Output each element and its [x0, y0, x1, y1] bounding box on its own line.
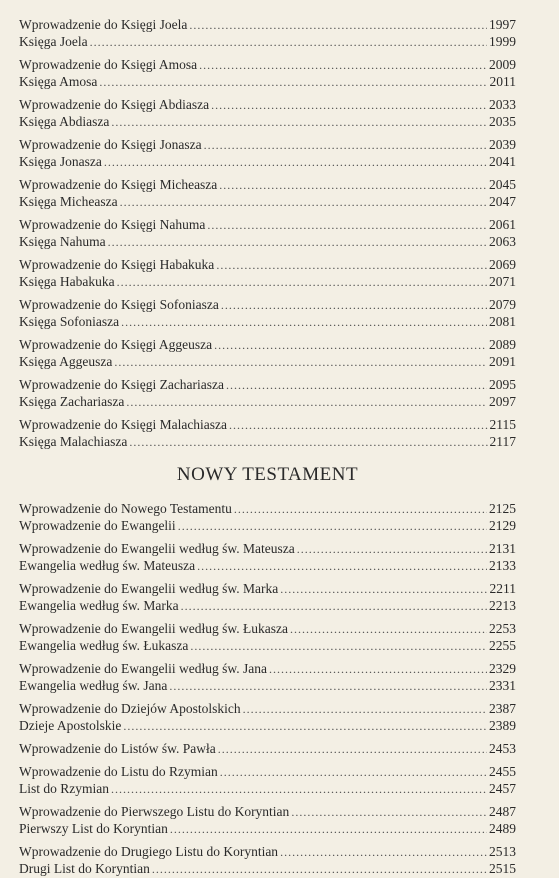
toc-entry-page-number: 2041: [489, 154, 516, 169]
toc-group: [19, 336, 516, 370]
toc-entry-page-number: 1997: [489, 17, 516, 32]
toc-entry: [19, 597, 516, 614]
toc-entry-page-number: 2125: [489, 501, 516, 516]
dot-leader: [199, 57, 487, 74]
dot-leader: [211, 97, 487, 114]
toc-entry-title: Księga Aggeusza: [19, 354, 113, 369]
toc-entry-page-number: 2255: [489, 638, 516, 653]
toc-entry-page-number: 2091: [489, 354, 516, 369]
toc-group: [19, 500, 516, 534]
dot-leader: [216, 257, 487, 274]
toc-entry: [19, 393, 516, 410]
dot-leader: [170, 821, 487, 838]
toc-entry: [19, 517, 516, 534]
toc-group: [19, 296, 516, 330]
dot-leader: [120, 194, 487, 211]
toc-entry-title: Ewangelia według św. Mateusza: [19, 558, 196, 573]
dot-leader: [221, 297, 487, 314]
toc-entry: [19, 763, 516, 780]
toc-group: [19, 256, 516, 290]
toc-entry: [19, 780, 516, 797]
toc-entry-title: Dzieje Apostolskie: [19, 718, 122, 733]
dot-leader: [190, 638, 487, 655]
toc-group: [19, 843, 516, 877]
dot-leader: [207, 217, 487, 234]
toc-entry: [19, 620, 516, 637]
dot-leader: [204, 137, 487, 154]
dot-leader: [269, 661, 487, 678]
toc-entry-page-number: 2253: [489, 621, 516, 636]
dot-leader: [99, 74, 487, 91]
toc-entry-title: Księga Habakuka: [19, 274, 115, 289]
toc-entry: [19, 296, 516, 313]
dot-leader: [229, 417, 487, 434]
toc-entry-page-number: 2117: [489, 434, 516, 449]
toc-group: [19, 803, 516, 837]
toc-entry-title: Wprowadzenie do Ewangelii według św. Marka: [19, 581, 279, 596]
toc-entry: [19, 677, 516, 694]
dot-leader: [280, 844, 487, 861]
dot-leader: [181, 598, 487, 615]
toc-entry: [19, 73, 516, 90]
toc-entry: [19, 153, 516, 170]
toc-group: [19, 620, 516, 654]
toc-entry-title: Wprowadzenie do Listów św. Pawła: [19, 741, 216, 756]
toc-entry-title: Księga Abdiasza: [19, 114, 110, 129]
toc-entry-page-number: 2131: [489, 541, 516, 556]
toc-entry-page-number: 2035: [489, 114, 516, 129]
toc-entry: [19, 700, 516, 717]
toc-entry: [19, 233, 516, 250]
dot-leader: [104, 154, 487, 171]
dot-leader: [152, 861, 487, 878]
toc-entry: [19, 416, 516, 433]
toc-entry-title: Drugi List do Koryntian: [19, 861, 150, 876]
toc-entry-title: Wprowadzenie do Pierwszego Listu do Koryntian: [19, 804, 290, 819]
toc-entry-page-number: 2387: [489, 701, 516, 716]
dot-leader: [218, 741, 487, 758]
toc-entry: [19, 717, 516, 734]
toc-entry: [19, 313, 516, 330]
toc-entry: [19, 637, 516, 654]
toc-entry-title: Wprowadzenie do Księgi Amosa: [19, 57, 198, 72]
toc-entry: [19, 33, 516, 50]
toc-entry-title: Ewangelia według św. Łukasza: [19, 638, 189, 653]
dot-leader: [234, 501, 487, 518]
toc-group: [19, 580, 516, 614]
dot-leader: [126, 394, 487, 411]
toc-entry-page-number: 2513: [489, 844, 516, 859]
dot-leader: [111, 781, 487, 798]
toc-entry: [19, 176, 516, 193]
toc-entry-page-number: 2115: [489, 417, 516, 432]
toc-group: [19, 56, 516, 90]
toc-entry-page-number: 2489: [489, 821, 516, 836]
toc-group: [19, 660, 516, 694]
dot-leader: [291, 804, 487, 821]
toc-entry: [19, 803, 516, 820]
toc-entry-page-number: 2331: [489, 678, 516, 693]
toc-group: [19, 376, 516, 410]
toc-entry-title: Księga Micheasza: [19, 194, 118, 209]
toc-entry-title: Wprowadzenie do Księgi Habakuka: [19, 257, 215, 272]
dot-leader: [197, 558, 487, 575]
toc-entry: [19, 113, 516, 130]
toc-entry: [19, 660, 516, 677]
dot-leader: [297, 541, 487, 558]
dot-leader: [290, 621, 487, 638]
toc-entry: [19, 860, 516, 877]
toc-entry-title: Wprowadzenie do Ewangelii: [19, 518, 176, 533]
dot-leader: [121, 314, 487, 331]
toc-group: [19, 700, 516, 734]
toc-entry-page-number: 2133: [489, 558, 516, 573]
toc-entry: [19, 16, 516, 33]
toc-entry-title: Wprowadzenie do Ewangelii według św. Mateusza: [19, 541, 295, 556]
old-testament-toc: [19, 16, 516, 450]
dot-leader: [114, 354, 487, 371]
toc-entry-page-number: 2079: [489, 297, 516, 312]
dot-leader: [280, 581, 487, 598]
toc-entry-title: Księga Malachiasza: [19, 434, 128, 449]
toc-entry-title: Wprowadzenie do Księgi Sofoniasza: [19, 297, 219, 312]
toc-entry-title: Wprowadzenie do Listu do Rzymian: [19, 764, 218, 779]
toc-entry-title: Wprowadzenie do Księgi Malachiasza: [19, 417, 228, 432]
toc-entry-page-number: 2097: [489, 394, 516, 409]
toc-entry-title: Wprowadzenie do Ewangelii według św. Łukasza: [19, 621, 289, 636]
toc-entry-title: Wprowadzenie do Księgi Zachariasza: [19, 377, 225, 392]
toc-entry-page-number: 2487: [489, 804, 516, 819]
toc-entry-title: Księga Sofoniasza: [19, 314, 120, 329]
dot-leader: [169, 678, 487, 695]
toc-group: [19, 216, 516, 250]
toc-entry: [19, 56, 516, 73]
section-heading-new-testament: NOWY TESTAMENT: [176, 464, 359, 485]
toc-entry-title: Pierwszy List do Koryntian: [19, 821, 168, 836]
toc-entry: [19, 216, 516, 233]
toc-entry-page-number: 2011: [489, 74, 516, 89]
toc-group: [19, 16, 516, 50]
dot-leader: [129, 434, 487, 451]
toc-group: [19, 136, 516, 170]
toc-entry-page-number: 2211: [489, 581, 516, 596]
toc-entry-page-number: 2033: [489, 97, 516, 112]
toc-group: [19, 176, 516, 210]
toc-entry: [19, 273, 516, 290]
toc-entry: [19, 500, 516, 517]
toc-entry-page-number: 2071: [489, 274, 516, 289]
toc-entry-page-number: 2457: [489, 781, 516, 796]
toc-entry: [19, 353, 516, 370]
toc-group: [19, 740, 516, 757]
dot-leader: [117, 274, 487, 291]
dot-leader: [178, 518, 487, 535]
toc-entry-title: Wprowadzenie do Księgi Nahuma: [19, 217, 206, 232]
toc-entry-page-number: 2009: [489, 57, 516, 72]
dot-leader: [220, 764, 487, 781]
dot-leader: [243, 701, 487, 718]
toc-entry-page-number: 2213: [489, 598, 516, 613]
toc-entry-title: Księga Nahuma: [19, 234, 106, 249]
toc-entry-title: Księga Joela: [19, 34, 88, 49]
toc-entry: [19, 136, 516, 153]
toc-entry-title: Ewangelia według św. Jana: [19, 678, 168, 693]
toc-entry-title: Wprowadzenie do Księgi Jonasza: [19, 137, 202, 152]
toc-entry: [19, 96, 516, 113]
toc-entry-page-number: 2039: [489, 137, 516, 152]
toc-entry: [19, 820, 516, 837]
toc-entry-page-number: 2047: [489, 194, 516, 209]
toc-entry-title: Wprowadzenie do Księgi Abdiasza: [19, 97, 210, 112]
toc-entry: [19, 376, 516, 393]
toc-group: [19, 96, 516, 130]
toc-entry: [19, 557, 516, 574]
toc-group: [19, 763, 516, 797]
toc-entry-page-number: 2081: [489, 314, 516, 329]
toc-entry-page-number: 2129: [489, 518, 516, 533]
toc-entry: [19, 540, 516, 557]
toc-entry-page-number: 1999: [489, 34, 516, 49]
toc-entry: [19, 193, 516, 210]
dot-leader: [108, 234, 487, 251]
toc-entry-page-number: 2045: [489, 177, 516, 192]
toc-entry-title: Księga Jonasza: [19, 154, 102, 169]
toc-entry: [19, 336, 516, 353]
toc-entry-title: Księga Zachariasza: [19, 394, 125, 409]
toc-entry-title: Wprowadzenie do Nowego Testamentu: [19, 501, 232, 516]
new-testament-toc: [19, 500, 516, 877]
toc-entry-title: Księga Amosa: [19, 74, 98, 89]
dot-leader: [111, 114, 487, 131]
toc-entry-page-number: 2095: [489, 377, 516, 392]
toc-entry-title: Ewangelia według św. Marka: [19, 598, 179, 613]
toc-entry-title: Wprowadzenie do Ewangelii według św. Jana: [19, 661, 268, 676]
toc-group: [19, 416, 516, 450]
toc-entry-title: Wprowadzenie do Księgi Micheasza: [19, 177, 218, 192]
dot-leader: [214, 337, 487, 354]
toc-entry: [19, 843, 516, 860]
toc-entry-title: List do Rzymian: [19, 781, 109, 796]
toc-entry-page-number: 2455: [489, 764, 516, 779]
dot-leader: [219, 177, 487, 194]
toc-entry-title: Wprowadzenie do Dziejów Apostolskich: [19, 701, 241, 716]
toc-entry: [19, 256, 516, 273]
toc-entry-page-number: 2389: [489, 718, 516, 733]
dot-leader: [90, 34, 487, 51]
toc-group: [19, 540, 516, 574]
toc-entry-page-number: 2453: [489, 741, 516, 756]
toc-entry-page-number: 2069: [489, 257, 516, 272]
toc-entry-title: Wprowadzenie do Drugiego Listu do Koryntian: [19, 844, 279, 859]
toc-entry: [19, 580, 516, 597]
dot-leader: [123, 718, 487, 735]
toc-entry-page-number: 2061: [489, 217, 516, 232]
toc-entry: [19, 740, 516, 757]
toc-entry-title: Wprowadzenie do Księgi Joela: [19, 17, 188, 32]
toc-entry-page-number: 2089: [489, 337, 516, 352]
dot-leader: [189, 17, 487, 34]
toc-entry-title: Wprowadzenie do Księgi Aggeusza: [19, 337, 213, 352]
dot-leader: [226, 377, 487, 394]
toc-entry-page-number: 2329: [489, 661, 516, 676]
toc-entry-page-number: 2515: [489, 861, 516, 876]
toc-entry: [19, 433, 516, 450]
toc-entry-page-number: 2063: [489, 234, 516, 249]
